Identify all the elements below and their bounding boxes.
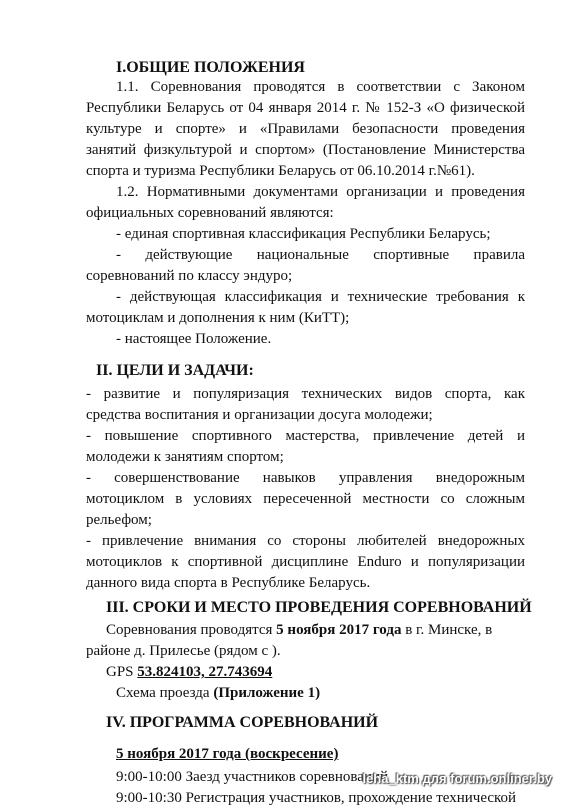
- competition-date: 5 ноября 2017 года: [276, 622, 402, 638]
- section-1-para-2-line: официальных соревнований являются:: [86, 205, 334, 221]
- appendix-ref: (Приложение 1): [213, 685, 321, 701]
- section-2-goal-line: - привлечение внимания со стороны любителей внедорожных: [86, 533, 525, 549]
- section-2-title: II. ЦЕЛИ И ЗАДАЧИ:: [96, 362, 254, 379]
- section-3-text: в г. Минске, в: [401, 622, 493, 638]
- section-1-list-item-cont: соревнований по классу эндуро;: [86, 268, 293, 284]
- gps-line: [106, 663, 272, 681]
- route-scheme-line: [116, 684, 320, 702]
- section-2-goal-line: данного вида спорта в Республике Беларусь.: [86, 575, 371, 591]
- section-3-line: районе д. Прилесье (рядом с ).: [86, 643, 281, 659]
- gps-label: GPS: [106, 664, 138, 680]
- section-2-goal-line: - совершенствование навыков управления внедорожным: [86, 470, 525, 486]
- section-2-goal-line: мотоциклом в условиях пересеченной местности со сложным: [86, 491, 525, 507]
- route-scheme-label: Схема проезда: [116, 685, 214, 701]
- section-1-list-item: - действующая классификация и технические требования к: [116, 289, 525, 305]
- section-2-goal-line: рельефом;: [86, 512, 152, 528]
- section-1-para-1-line: занятий физкультурой и спортом» (Постановление Министерства: [86, 142, 525, 158]
- section-1-para-1-line: 1.1. Соревнования проводятся в соответствии с Законом: [116, 79, 525, 95]
- section-1-list-item-cont: мотоциклам и дополнения к ним (КиТТ);: [86, 310, 350, 326]
- watermark: leha_ktm для forum.onliner.by: [362, 771, 552, 786]
- section-1-title: I.ОБЩИЕ ПОЛОЖЕНИЯ: [116, 59, 305, 76]
- section-3-title: III. СРОКИ И МЕСТО ПРОВЕДЕНИЯ СОРЕВНОВАНИЙ: [106, 599, 532, 616]
- section-1-list-item: - действующие национальные спортивные правила: [116, 247, 525, 263]
- section-4-title: IV. ПРОГРАММА СОРЕВНОВАНИЙ: [106, 714, 379, 731]
- section-2-goal-line: молодежи к занятиям спортом;: [86, 449, 284, 465]
- section-2-goal-line: - повышение спортивного мастерства, привлечение детей и: [86, 428, 525, 444]
- section-3-text: Соревнования проводятся: [106, 622, 277, 638]
- program-item: 9:00-10:00 Заезд участников соревнований: [116, 769, 389, 785]
- section-2-goal-line: мотоциклов к спортивной дисциплине Enduro и популяризации: [86, 554, 525, 570]
- section-1-para-1-line: культуре и спорте» и «Правилами безопасности проведения: [86, 121, 525, 137]
- section-2-goal-line: - развитие и популяризация технических видов спорта, как: [86, 386, 525, 402]
- section-1-para-1-line: спорта и туризма Республики Беларусь от 06.10.2014 г.№61).: [86, 163, 475, 179]
- section-2-goal-line: средства воспитания и организации досуга молодежи;: [86, 407, 433, 423]
- section-1-list-item: - единая спортивная классификация Республики Беларусь;: [116, 226, 491, 242]
- section-3-line: [106, 621, 525, 639]
- program-item: 9:00-10:30 Регистрация участников, прохождение технической: [116, 790, 517, 806]
- section-1-para-2-line: 1.2. Нормативными документами организации и проведения: [116, 184, 525, 200]
- program-date: 5 ноября 2017 года (воскресение): [116, 746, 339, 762]
- gps-coordinates: 53.824103, 27.743694: [137, 664, 273, 680]
- section-1-para-1-line: Республики Беларусь от 04 января 2014 г. № 152-З «О физической: [86, 100, 525, 116]
- section-1-list-item: - настоящее Положение.: [116, 331, 272, 347]
